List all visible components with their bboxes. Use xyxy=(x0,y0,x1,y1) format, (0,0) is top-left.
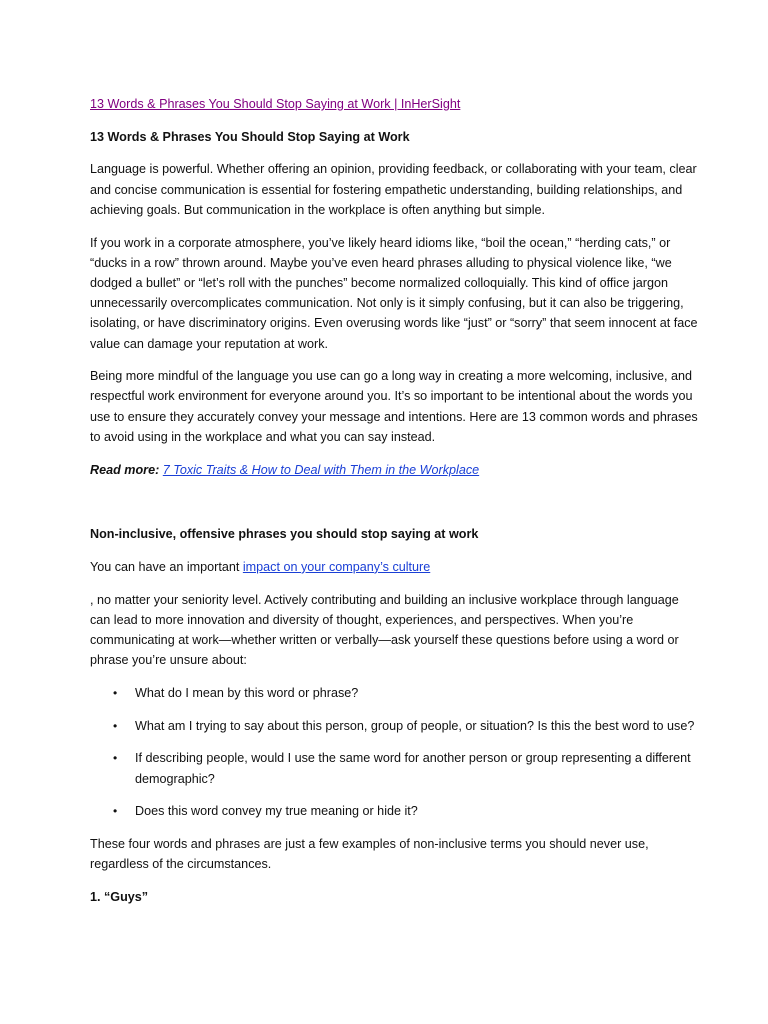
section-heading: Non-inclusive, offensive phrases you should stop saying at work xyxy=(90,527,479,542)
source-link[interactable]: 13 Words & Phrases You Should Stop Saying at Work | InHerSight xyxy=(90,97,461,111)
list-item xyxy=(90,716,698,736)
article-title: 13 Words & Phrases You Should Stop Saying at Work xyxy=(90,129,410,144)
list-item xyxy=(90,748,698,788)
section-intro-continued: , no matter your seniority level. Actively contributing and building an inclusive workplace through language can lead to more innovation and diversity of thought, experiences, and perspectives. When you’re communicating at work—whether written or verbally—ask yourself these questions before using a word or phrase you’re unsure about: xyxy=(90,592,679,668)
questions-list xyxy=(90,683,698,822)
section-intro xyxy=(90,557,698,577)
bullet-icon: • xyxy=(113,804,118,819)
paragraph-jargon: If you work in a corporate atmosphere, you’ve likely heard idioms like, “boil the ocean,” “herding cats,” or “ducks in a row” thrown around. Maybe you’ve even heard phrases alluding to physical violence like, “we dodged a bullet” or “let’s roll with the punches” become normalized colloquially. This kind of office jargon unnecessarily overcomplicates communication. Not only is it simply confusing, but it can also be triggering, isolating, or have discriminatory origins. Even overusing words like “just” or “sorry” that seem innocent at face value can damage your reputation at work. xyxy=(90,235,698,351)
spacer xyxy=(90,492,698,524)
section-closing: These four words and phrases are just a few examples of non-inclusive terms you should never use, regardless of the circumstances. xyxy=(90,836,649,872)
list-item xyxy=(90,801,698,821)
read-more-line xyxy=(90,460,698,480)
bullet-icon: • xyxy=(113,751,118,766)
paragraph-intro: Language is powerful. Whether offering an opinion, providing feedback, or collaborating with your team, clear and concise communication is essential for fostering empathetic understanding, building relationships, and achieving goals. But communication in the workplace is often anything but simple. xyxy=(90,162,697,217)
company-culture-link[interactable]: impact on your company’s culture xyxy=(242,559,431,574)
list-item xyxy=(90,683,698,703)
question-text: What am I trying to say about this person, group of people, or situation? Is this the best word to use? xyxy=(135,718,695,733)
bullet-icon: • xyxy=(113,685,118,700)
read-more-label: Read more: xyxy=(90,462,160,477)
item-heading-guys: 1. “Guys” xyxy=(90,889,149,904)
question-text: If describing people, would I use the same word for another person or group representing a different demographic? xyxy=(135,751,691,786)
read-more-link[interactable]: 7 Toxic Traits & How to Deal with Them in the Workplace xyxy=(162,462,480,477)
paragraph-mindful: Being more mindful of the language you use can go a long way in creating a more welcoming, inclusive, and respectful work environment for everyone around you. It’s so important to be intentional about the words you use to ensure they accurately convey your message and intentions. Here are 13 common words and phrases to avoid using in the workplace and what you can say instead. xyxy=(90,369,698,444)
section-intro-prefix: You can have an important xyxy=(90,559,243,574)
question-text: Does this word convey my true meaning or hide it? xyxy=(135,804,418,819)
source-link-paragraph xyxy=(90,94,698,114)
question-text: What do I mean by this word or phrase? xyxy=(135,685,359,700)
bullet-icon: • xyxy=(113,718,118,733)
